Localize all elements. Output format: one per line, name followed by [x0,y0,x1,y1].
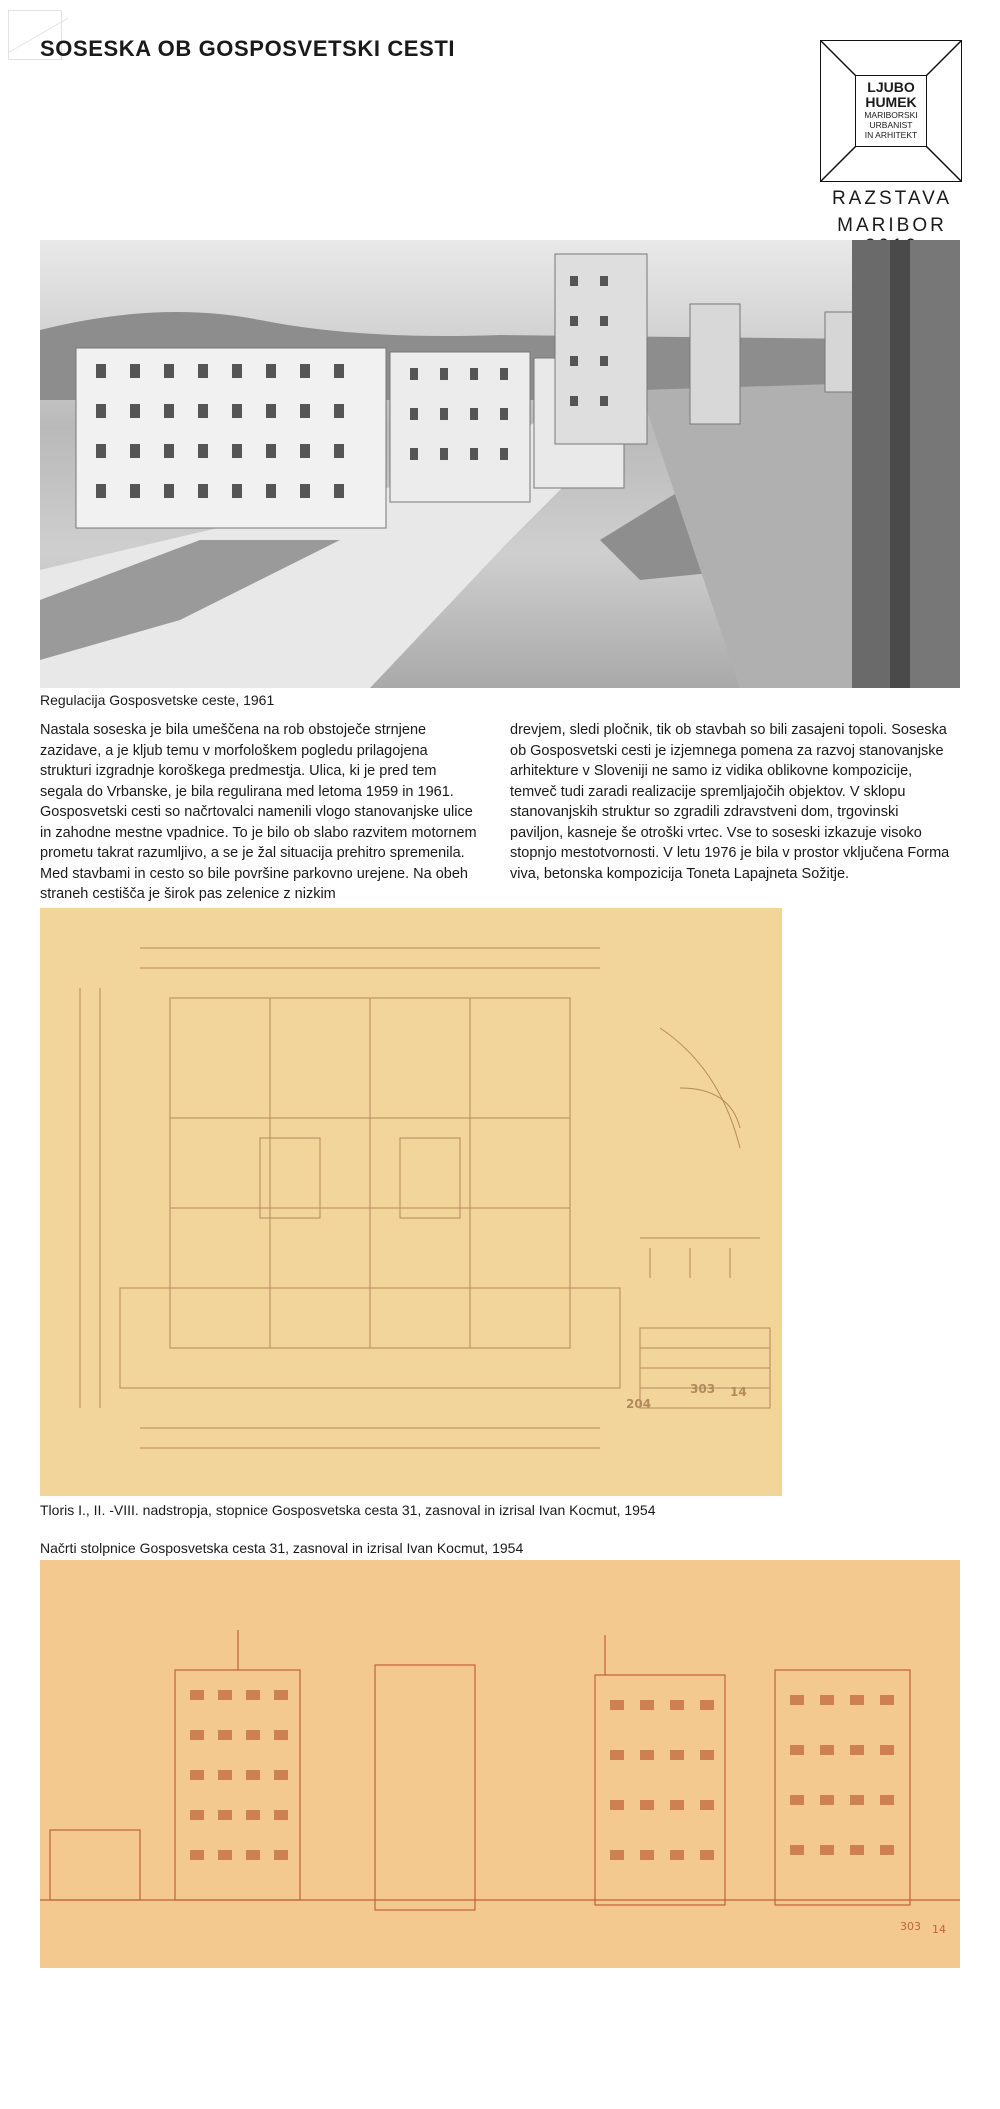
logo-sub-line1: MARIBORSKI [864,110,918,120]
elevation-number-1: 303 [900,1920,921,1933]
body-text-column-left: Nastala soseska je bila umeščena na rob obstoječe strnjene zazidave, a je kljub temu v morfološkem pogledu prilagojena strukturi izgradnje koroškega predmestja. Ulica, ki je pred tem segala do Vrbanske, je bila regulirana med letoma 1959 in 1961. Gosposvetski cesti so načrtovalci namenili vlogo stanovanjske ulice in zahodne mestne vpadnice. To je bilo ob slabo razvitem motornem prometu takrat razumljivo, a se je žal situacija prehitro spremenila. Med stavbami in cesto so bile površine parkovno urejene. Na obeh straneh cestišča je širok pas zelenice z nizkim [40,722,477,902]
floor-plan-drawing [40,908,782,1496]
logo-name-line2: HUMEK [865,94,917,110]
street-photo [40,240,960,688]
elevation-caption: Načrti stolpnice Gosposvetska cesta 31, zasnoval in izrisal Ivan Kocmut, 1954 [40,1540,524,1556]
logo-caption-line1: RAZSTAVA [831,188,953,209]
elevation-number-2: 14 [932,1923,946,1936]
exhibition-logo [820,40,964,257]
logo-sub-line3: IN ARHITEKT [864,130,918,140]
logo-name-line1: LJUBO [867,79,915,95]
body-text-column-right: drevjem, sledi pločnik, tik ob stavbah so bili zasajeni topoli. Soseska ob Gosposvetski cesti je izjemnega pomena za razvoj stanovanjske arhitekture v Sloveniji ne samo iz vidika oblikovne kompozicije, temveč tudi zaradi realizacije spremljajočih objektov. V sklopu stanovanjskih struktur so zgradili zdravstveni dom, trgovinski paviljon, kasneje še otroški vrtec. Vse to soseski izkazuje visoko stopnjo mestotvornosti. V letu 1976 je bila v prostor vključena Forma viva, betonska kompozicija Toneta Lapajneta Sožitje. [510,722,950,882]
plan-number-3: 14 [730,1385,747,1399]
street-photo-illustration [40,240,960,688]
logo-caption-line2: MARIBOR [837,215,947,236]
plan-caption: Tloris I., II. -VIII. nadstropja, stopnice Gosposvetska cesta 31, zasnoval in izrisal Ivan Kocmut, 1954 [40,1502,656,1518]
floor-plan-illustration [40,908,782,1496]
logo-frame [820,40,962,182]
plan-number-2: 303 [690,1382,716,1396]
logo-sub-line2: URBANIST [869,120,913,130]
plan-number-1: 204 [626,1397,652,1411]
elevation-drawing [40,1560,960,1968]
page-title: SOSESKA OB GOSPOSVETSKI CESTI [40,36,456,61]
photo-caption: Regulacija Gosposvetske ceste, 1961 [40,692,275,708]
elevation-illustration [40,1560,960,1968]
logo-text-box [855,75,927,147]
